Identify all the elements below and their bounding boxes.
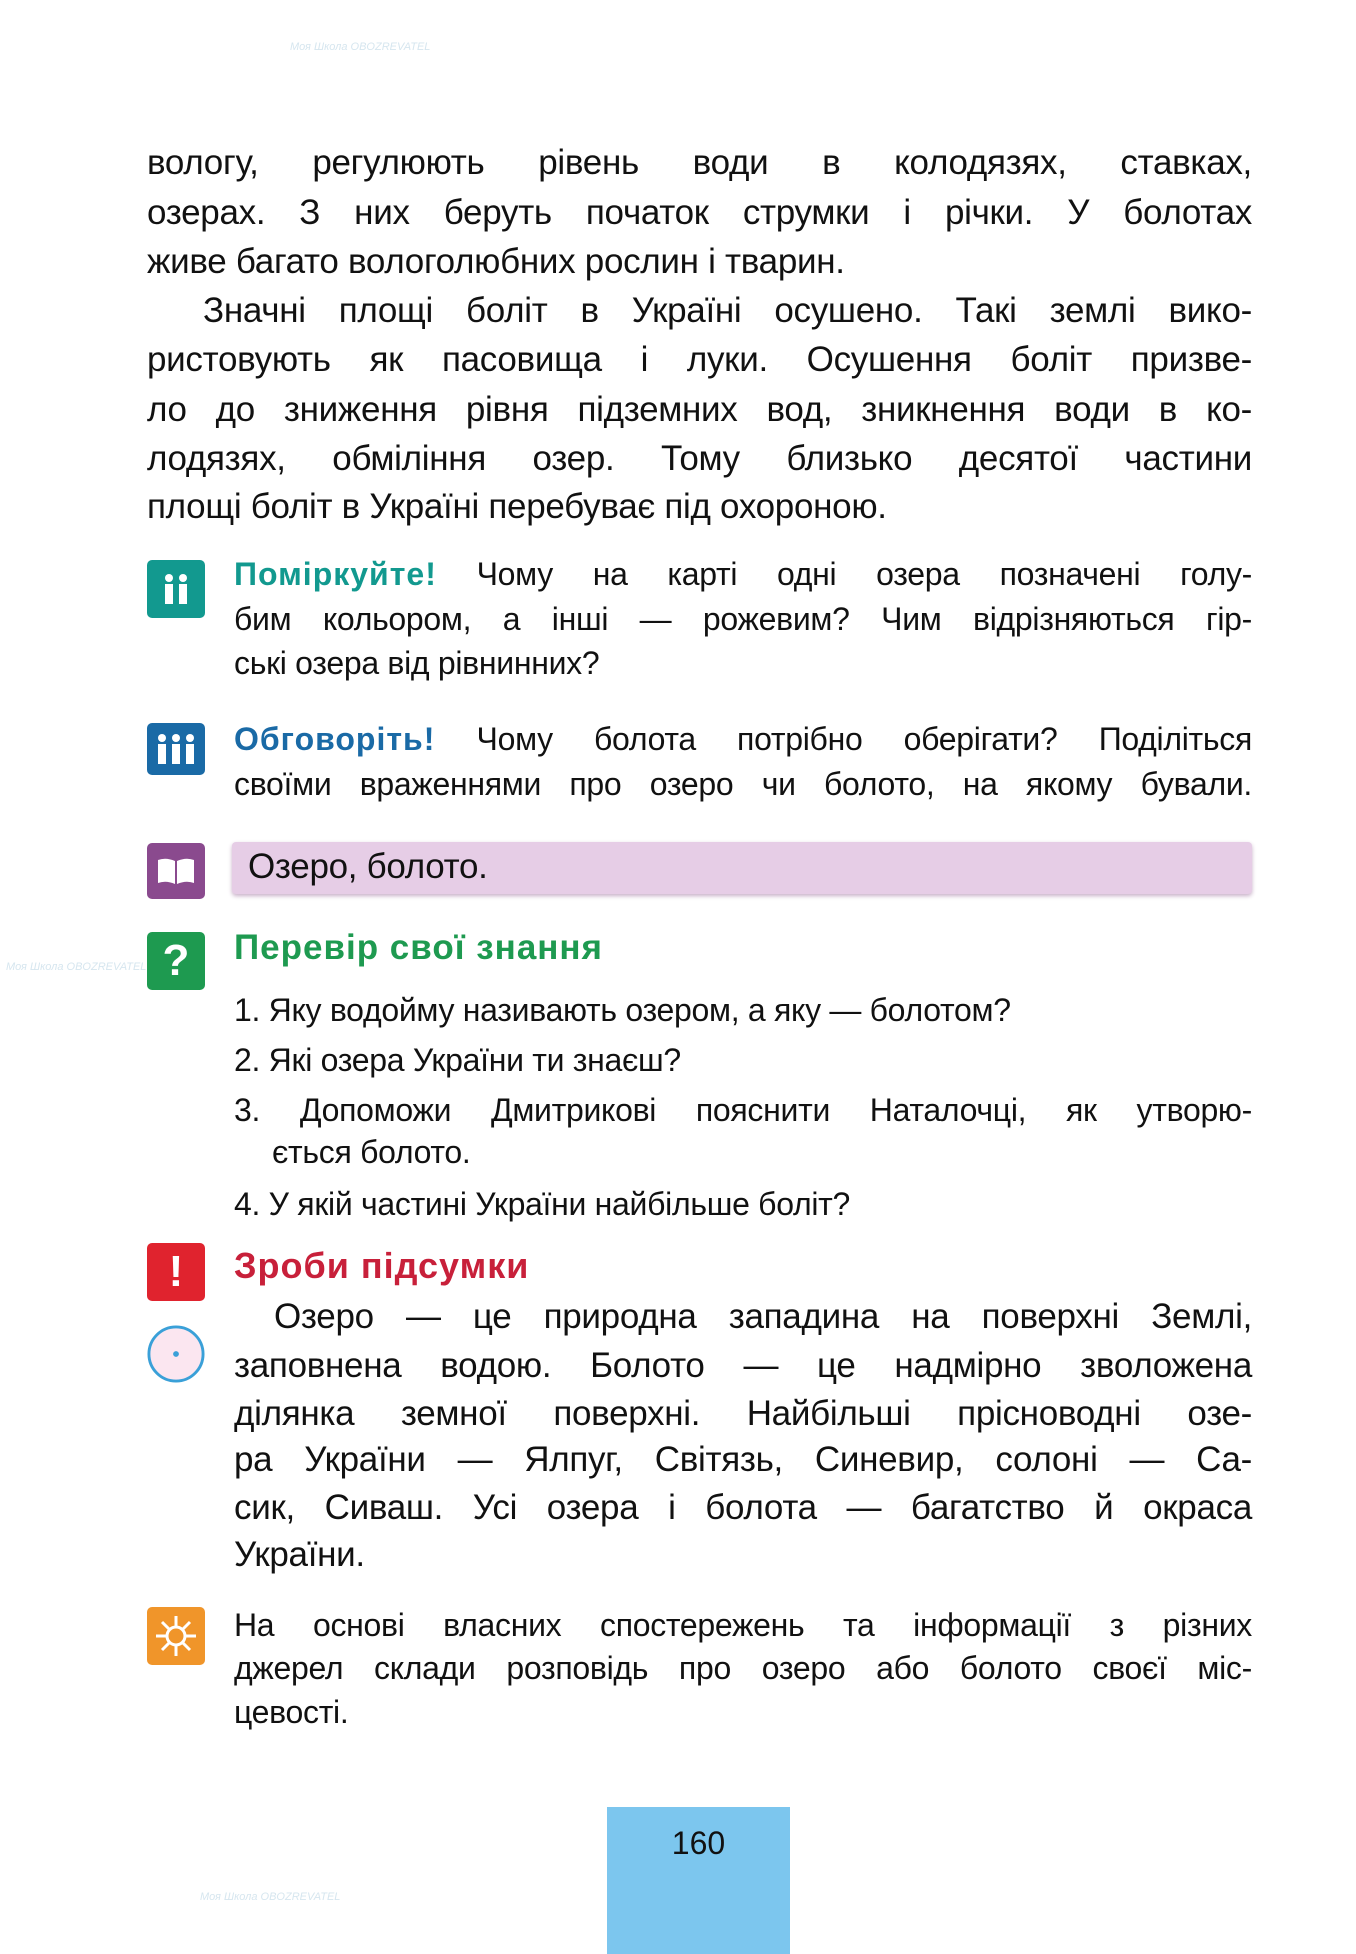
question-mark-icon: ? xyxy=(147,932,205,990)
text-line: ра України — Ялпуг, Світязь, Синевир, солоні — Са- xyxy=(234,1440,1252,1479)
text-line: живе багато вологолюбних рослин і тварин. xyxy=(147,242,845,281)
think-heading: Поміркуйте! xyxy=(234,556,437,592)
question-item: 2. Які озера України ти знаєш? xyxy=(234,1042,681,1078)
text-line: озерах. З них беруть початок струмки і річки. У болотах xyxy=(147,193,1252,232)
text-line: своїми враженнями про озеро чи болото, на якому бували. xyxy=(234,766,1252,802)
question-item: 3. Допоможи Дмитрикові пояснити Наталочці, як утворю- xyxy=(234,1092,1252,1128)
text-line: Озеро — це природна западина на поверхні Землі, xyxy=(274,1297,1252,1336)
check-heading: Перевір свої знання xyxy=(234,928,603,967)
watermark: Моя Школа OBOZREVATEL xyxy=(6,961,147,973)
question-item: 1. Яку водойму називають озером, а яку — болотом? xyxy=(234,992,1011,1028)
text: Чому болота потрібно оберігати? Поділіться xyxy=(476,721,1253,757)
text-line: заповнена водою. Болото — це надмірно зволожена xyxy=(234,1346,1252,1385)
text-line: Значні площі боліт в Україні осушено. Такі землі вико- xyxy=(203,291,1252,330)
group-people-icon xyxy=(147,723,205,775)
text-line: цевості. xyxy=(234,1694,349,1730)
exclamation-icon: ! xyxy=(147,1243,205,1301)
text-line: ло до зниження рівня підземних вод, зникнення води в ко- xyxy=(147,390,1252,429)
text-line: бим кольором, а інші — рожевим? Чим відрізняються гір- xyxy=(234,601,1252,637)
watermark: Моя Школа OBOZREVATEL xyxy=(200,1891,341,1903)
question-item: 4. У якій частині України найбільше боліт? xyxy=(234,1186,851,1222)
sun-icon xyxy=(147,1607,205,1665)
open-book-icon xyxy=(147,843,205,899)
discuss-heading: Обговоріть! xyxy=(234,721,436,757)
page-number: 160 xyxy=(671,1825,726,1861)
text-line: ські озера від рівнинних? xyxy=(234,645,600,681)
summary-heading: Зроби підсумки xyxy=(234,1245,530,1286)
question-item: ється болото. xyxy=(272,1134,471,1170)
text: Чому на карті одні озера позначені голу- xyxy=(476,556,1252,592)
text-line: площі боліт в Україні перебуває під охороною. xyxy=(147,487,887,526)
watermark: Моя Школа OBOZREVATEL xyxy=(290,41,431,53)
key-terms: Озеро, болото. xyxy=(248,847,488,886)
text-line: лодязях, обміління озер. Тому близько десятої частини xyxy=(147,439,1252,478)
text-line: вологу, регулюють рівень води в колодязях, ставках, xyxy=(147,143,1252,182)
disc-icon xyxy=(147,1323,205,1385)
text-line: сик, Сиваш. Усі озера і болота — багатство й окраса xyxy=(234,1488,1252,1527)
text-line: ділянка земної поверхні. Найбільші прісноводні озе- xyxy=(234,1394,1252,1433)
text-line: України. xyxy=(234,1535,365,1574)
text-line: джерел склади розповідь про озеро або болото своєї міс- xyxy=(234,1650,1252,1686)
text-line: На основі власних спостережень та інформації з різних xyxy=(234,1607,1252,1643)
page-number-tab xyxy=(607,1807,790,1954)
text-line xyxy=(234,719,1252,759)
text-line xyxy=(234,554,1252,594)
text-line: ристовують як пасовища і луки. Осушення боліт призве- xyxy=(147,340,1252,379)
pair-people-icon xyxy=(147,560,205,618)
